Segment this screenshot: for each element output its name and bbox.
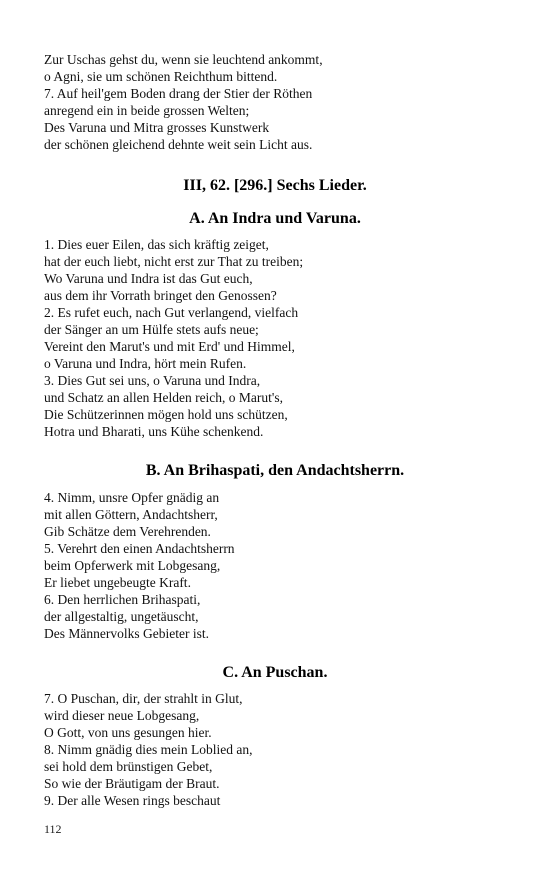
verse-line: der allgestaltig, ungetäuscht, [44, 609, 199, 624]
verse-line: 8. Nimm gnädig dies mein Loblied an, [44, 742, 253, 757]
verse-line: 7. Auf heil'gem Boden drang der Stier der Röthen [44, 86, 313, 101]
verse-line: Des Varuna und Mitra grosses Kunstwerk [44, 120, 270, 135]
verse-line: mit allen Göttern, Andachtsherr, [44, 507, 218, 522]
page-number: 112 [44, 822, 62, 836]
verse-line: wird dieser neue Lobgesang, [44, 708, 200, 723]
verse-line: hat der euch liebt, nicht erst zur That zu treiben; [44, 254, 304, 269]
section-heading: A. An Indra und Varuna. [189, 210, 361, 227]
section-heading: B. An Brihaspati, den Andachtsherrn. [145, 462, 405, 479]
verse-line: der schönen gleichend dehnte weit sein Licht aus. [44, 137, 313, 152]
verse-line: Die Schützerinnen mögen hold uns schützen, [44, 407, 288, 422]
verse-line: 6. Den herrlichen Brihaspati, [44, 592, 201, 607]
verse-line: So wie der Bräutigam der Braut. [44, 776, 220, 791]
verse-line: 4. Nimm, unsre Opfer gnädig an [44, 490, 220, 505]
verse-line: 9. Der alle Wesen rings beschaut [44, 793, 221, 808]
verse-line: 5. Verehrt den einen Andachtsherrn [44, 541, 235, 556]
verse-line: sei hold dem brünstigen Gebet, [44, 759, 213, 774]
verse-line: 7. O Puschan, dir, der strahlt in Glut, [44, 691, 243, 706]
verse-line: beim Opferwerk mit Lobgesang, [44, 558, 221, 573]
verse-line: und Schatz an allen Helden reich, o Marut's, [44, 390, 283, 405]
verse-line: Zur Uschas gehst du, wenn sie leuchtend ankommt, [44, 52, 323, 67]
verse-line: Hotra und Bharati, uns Kühe schenkend. [44, 424, 264, 439]
verse-line: 1. Dies euer Eilen, das sich kräftig zeiget, [44, 237, 269, 252]
section-heading: C. An Puschan. [222, 664, 328, 681]
verse-line: 3. Dies Gut sei uns, o Varuna und Indra, [44, 373, 261, 388]
verse-line: 2. Es rufet euch, nach Gut verlangend, vielfach [44, 305, 299, 320]
verse-line: anregend ein in beide grossen Welten; [44, 103, 250, 118]
verse-line: Gib Schätze dem Verehrenden. [44, 524, 211, 539]
verse-line: Vereint den Marut's und mit Erd' und Himmel, [44, 339, 295, 354]
verse-line: der Sänger an um Hülfe stets aufs neue; [44, 322, 259, 337]
verse-line: aus dem ihr Vorrath bringet den Genossen? [44, 288, 277, 303]
verse-line: o Agni, sie um schönen Reichthum bittend. [44, 69, 278, 84]
verse-line: o Varuna und Indra, hört mein Rufen. [44, 356, 247, 371]
verse-line: Des Männervolks Gebieter ist. [44, 626, 209, 641]
verse-line: Er liebet ungebeugte Kraft. [44, 575, 191, 590]
verse-line: Wo Varuna und Indra ist das Gut euch, [44, 271, 253, 286]
verse-line: O Gott, von uns gesungen hier. [44, 725, 212, 740]
chapter-heading: III, 62. [296.] Sechs Lieder. [183, 177, 367, 194]
